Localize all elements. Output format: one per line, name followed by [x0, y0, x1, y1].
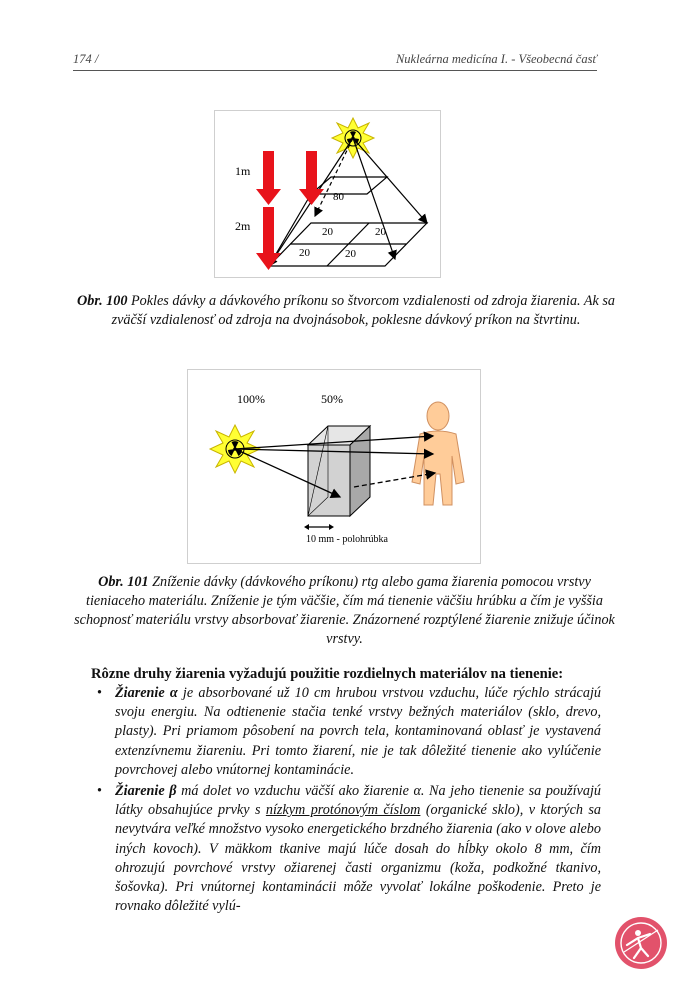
item-text: má dolet vo vzduchu väčší ako žiarenie α. Na jeho tienenie sa používajú látky obsahujúce prvky s	[115, 783, 601, 819]
item-lead: Žiarenie β	[115, 783, 177, 800]
distance-label-1m: 1m	[235, 164, 251, 178]
shield-slab	[308, 426, 370, 516]
shielding-diagram	[188, 370, 480, 563]
bullet: •	[97, 685, 102, 701]
running-header	[73, 52, 597, 71]
figure-101	[187, 369, 481, 564]
list-item	[91, 684, 601, 780]
item-text: je absorbované už 10 cm hrubou vrstvou vzduchu, lúče rýchlo strácajú svoju energiu. Na odtienenie stačia tenké vrstvy bežných materiálov (sklo, drevo, plasty). Pri priamom pôsobení na povrch tela, kontaminovaná oblasť je vystavená extenzívnemu žiareniu. Pri tomto žiarení, nie je tak dôležité tienenie ako vylúčenie povrchovej alebo vnútornej kontaminácie.	[115, 685, 601, 778]
caption-label: Obr. 101	[98, 574, 149, 590]
thickness-marker	[304, 524, 334, 530]
figure-101-caption	[72, 573, 617, 649]
figure-100-caption	[76, 292, 616, 330]
bullet: •	[97, 783, 102, 800]
item-text: (organické sklo), v ktorých sa nevytvára veľké množstvo vysoko energetického brzdného žiarenia (ako v olove alebo iných kovoch). V mäkkom tkanive majú lúče dosah do hĺbky okolo 8 mm, čím ohrozujú povrchové vrstvy ožiarenej časti organizmu (koža, podkožné tkanivo, šošovka). Pri vnútornej kontaminácii môže vyvolať lokálne poškodenie. Preto je rovnako dôležité vylú-	[115, 802, 601, 915]
item-text-underlined: nízkym protónovým číslom	[265, 802, 421, 819]
intensity-label-100: 100%	[237, 392, 265, 406]
item-lead: Žiarenie α	[115, 685, 178, 701]
dose-label-20: 20	[322, 226, 333, 238]
half-value-layer-label: 10 mm - polohrúbka	[306, 534, 388, 545]
caption-label: Obr. 100	[77, 293, 128, 309]
distance-label-2m: 2m	[235, 219, 251, 233]
page-number: 174 /	[73, 52, 99, 66]
figure-100	[214, 110, 441, 278]
pyramid-wireframe	[269, 138, 427, 266]
dose-label-20: 20	[345, 248, 356, 260]
caption-text: Pokles dávky a dávkového príkonu so štvorcom vzdialenosti od zdroja žiarenia. Ak sa zväčší vzdialenosť od zdroja na dvojnásobok, poklesne dávkový príkon na štvrtinu.	[111, 293, 615, 328]
inverse-square-diagram	[215, 111, 440, 277]
caption-text: Zníženie dávky (dávkového príkonu) rtg alebo gama žiarenia pomocou vrstvy tieniaceho materiálu. Zníženie je tým väčšie, čím má tienenie väčšiu hrúbku a čím je vyššia schopnosť materiálu vrstvy absorbovať žiarenie. Znázornené rozptýlené žiarenie znižuje účinok vrstvy.	[74, 574, 615, 647]
list-item	[91, 782, 601, 916]
distance-arrow-icon	[256, 151, 324, 270]
dose-label-20: 20	[375, 226, 386, 238]
intensity-label-50: 50%	[321, 392, 343, 406]
publisher-logo-icon	[614, 916, 668, 970]
book-title: Nukleárna medicína I. - Všeobecná časť	[395, 52, 597, 66]
radiation-types-list	[91, 684, 601, 918]
section-heading: Rôzne druhy žiarenia vyžadujú použitie rozdielnych materiálov na tienenie:	[91, 666, 564, 682]
dose-label-80: 80	[333, 191, 344, 203]
dose-label-20: 20	[299, 247, 310, 259]
